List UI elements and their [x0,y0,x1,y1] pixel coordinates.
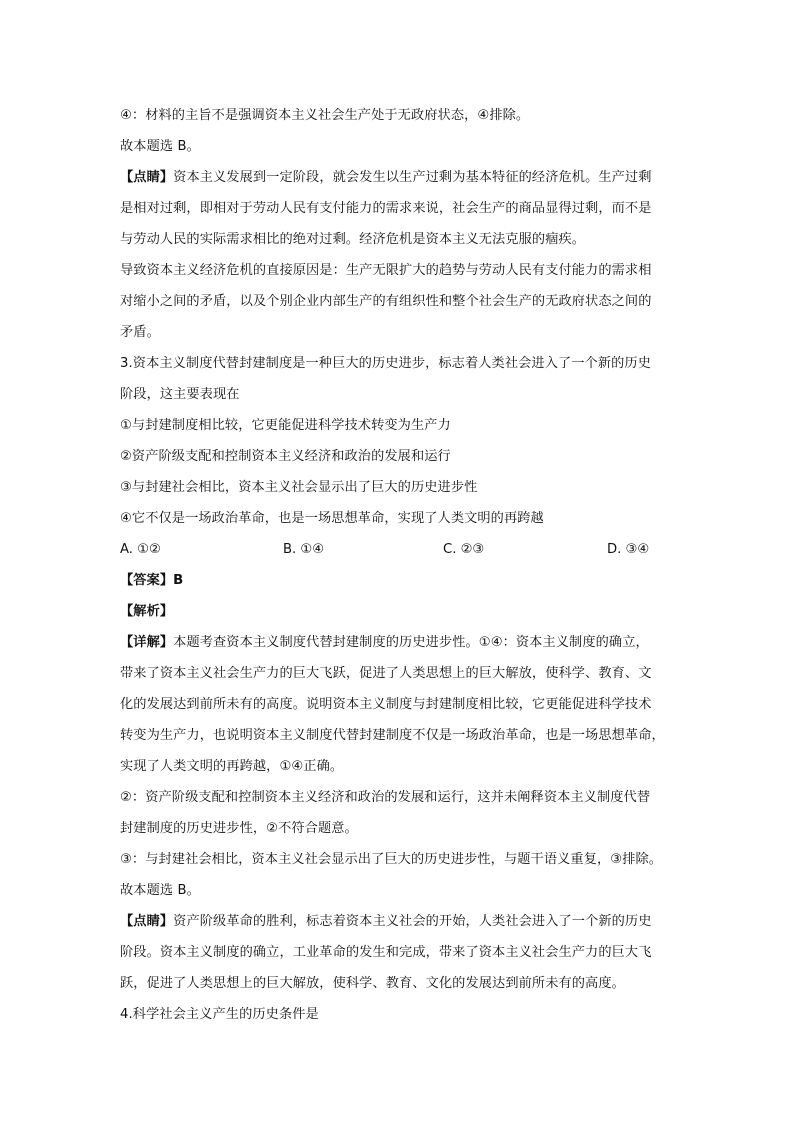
note-text: 资产阶级革命的胜利，标志着资本主义社会的开始，人类社会进入了一个新的历史 [173,914,652,929]
conclusion-line: 故本题选 B。 [120,139,200,154]
option-b: B. ①④ [283,542,325,557]
question-item: ②资产阶级支配和控制资本主义经济和政治的发展和运行 [120,449,451,464]
detail-line: 实现了人类文明的再跨越，①④正确。 [120,759,344,774]
detail-text: 本题考查资本主义制度代替封建制度的历史进步性。①④：资本主义制度的确立， [173,635,649,650]
question-stem: 阶段，这主要表现在 [120,387,240,402]
note-tag: 【点睛】 [120,170,174,185]
detail-line: ③：与封建社会相比，资本主义社会显示出了巨大的历史进步性，与题干语义重复，③排除。 [120,852,663,867]
detail-line: ②：资产阶级支配和控制资本主义经济和政治的发展和运行，这并未阐释资本主义制度代替 [120,790,651,805]
note-line [120,162,680,193]
note-line: 导致资本主义经济危机的直接原因是：生产无限扩大的趋势与劳动人民有支付能力的需求相 [120,263,652,278]
detail-line [120,627,680,658]
note-line: 阶段。资本主义制度的确立，工业革命的发生和完成，带来了资本主义社会生产力的巨大飞 [120,945,652,960]
detail-line: 故本题选 B。 [120,883,200,898]
detail-tag: 【详解】 [120,635,174,650]
note-line: 是相对过剩，即相对于劳动人民有支付能力的需求来说，社会生产的商品显得过剩，而不是 [120,201,652,216]
document-page [120,100,680,1030]
analysis-line: ④：材料的主旨不是强调资本主义社会生产处于无政府状态，④排除。 [120,108,530,123]
question-stem: 3.资本主义制度代替封建制度是一种巨大的历史进步，标志着人类社会进入了一个新的历史 [120,356,651,371]
note-line: 对缩小之间的矛盾，以及个别企业内部生产的有组织性和整个社会生产的无政府状态之间的 [120,294,652,309]
question-item: ③与封建社会相比，资本主义社会显示出了巨大的历史进步性 [120,480,478,495]
detail-line: 转变为生产力，也说明资本主义制度代替封建制度不仅是一场政治革命，也是一场思想革命， [120,728,665,743]
answer-options [120,534,680,565]
note-line: 矛盾。 [120,325,160,340]
option-c: C. ②③ [443,542,485,557]
note-tag: 【点睛】 [120,914,174,929]
question-item: ④它不仅是一场政治革命，也是一场思想革命，实现了人类文明的再跨越 [120,511,544,526]
note-line [120,906,680,937]
detail-line: 封建制度的历史进步性，②不符合题意。 [120,821,358,836]
answer-line: 【答案】B [120,573,184,588]
option-a: A. ①② [120,542,161,557]
detail-line: 化的发展达到前所未有的高度。说明资本主义制度与封建制度相比较，它更能促进科学技术 [120,697,652,712]
note-text: 资本主义发展到一定阶段，就会发生以生产过剩为基本特征的经济危机。生产过剩 [173,170,652,185]
question-item: ①与封建制度相比较，它更能促进科学技术转变为生产力 [120,418,451,433]
question-stem: 4.科学社会主义产生的历史条件是 [120,1007,319,1022]
analysis-heading: 【解析】 [120,604,174,619]
detail-line: 带来了资本主义社会生产力的巨大飞跃，促进了人类思想上的巨大解放，使科学、教育、文 [120,666,652,681]
option-d: D. ③④ [607,542,650,557]
note-line: 跃，促进了人类思想上的巨大解放，使科学、教育、文化的发展达到前所未有的高度。 [120,976,625,991]
note-line: 与劳动人民的实际需求相比的绝对过剩。经济危机是资本主义无法克服的痼疾。 [120,232,586,247]
